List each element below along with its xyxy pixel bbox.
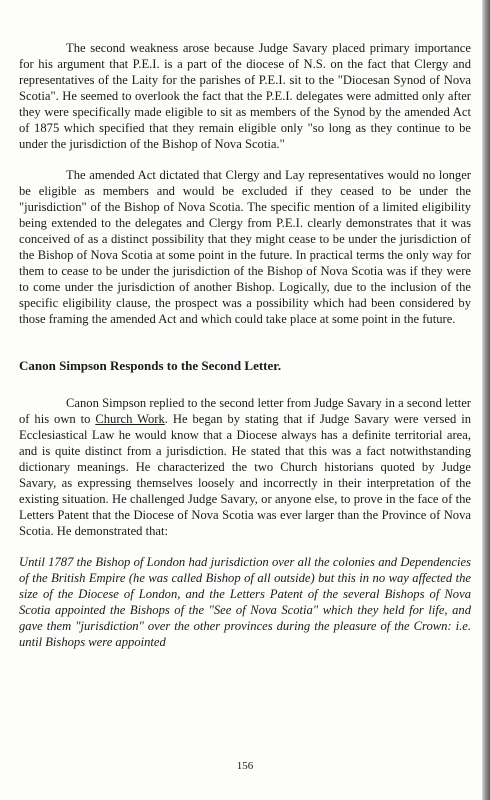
page-number: 156 xyxy=(236,760,254,772)
paragraph-amended-act: The amended Act dictated that Clergy and Lay representatives would no longer be eligible as members and would be excluded if they ceased to be under the "jurisdiction" of the Bishop of Nova Scotia. The specific mention of a limited eligibility being extended to the delegates and Clergy from P.E.I. clearly demonstrates that it was conceived of as a distinct possibility that they might cease to be under the jurisdiction of the Bishop of Nova Scotia at some point in the future. In practical terms the only way for them to cease to be under the jurisdiction of the Bishop of Nova Scotia was if they were to come under the jurisdiction of another Bishop. Logically, due to the inclusion of the specific eligibility clause, the prospect was a possibility which had been considered by those framing the amended Act and which could take place at some point in the future. xyxy=(19,168,471,326)
paragraph-second-weakness: The second weakness arose because Judge Savary placed primary importance for his argument that P.E.I. is a part of the diocese of N.S. on the fact that Clergy and representatives of the Laity for the parishes of P.E.I. sit to the "Diocesan Synod of Nova Scotia". He seemed to overlook the fact that the P.E.I. delegates were admitted only after they were specifically made eligible to sit as members of the Synod by the amended Act of 1875 which specified that they remain eligible only "so long as they continue to be under the jurisdiction of the Bishop of Nova Scotia." xyxy=(19,41,471,151)
section-heading: Canon Simpson Responds to the Second Letter. xyxy=(19,358,282,373)
page-edge-shadow xyxy=(482,0,490,800)
block-quote: Until 1787 the Bishop of London had jurisdiction over all the colonies and Dependencies of the British Empire (he was called Bishop of all outside) but this in no way affected the size of the Diocese of London, and the Letters Patent of the several Bishops of Nova Scotia appointed the Bishops of the "See of Nova Scotia" which they held for life, and gave them "jurisdiction" over the other provinces during the pleasure of the Crown: i.e. until Bishops were appointed xyxy=(19,555,471,649)
paragraph-text-end: . He began by stating that if Judge Savary were versed in Ecclesiastical Law he would know that a Diocese always has a definite territorial area, and is quite distinct from a jurisdiction. He stated that this was a fact notwithstanding dictionary meanings. He characterized the two Church historians quoted by Judge Savary, as expressing themselves loosely and incorrectly in their interpretation of the existing situation. He challenged Judge Savary, or anyone else, to prove in the face of the Letters Patent that the Diocese of Nova Scotia was ever larger than the Province of Nova Scotia. He demonstrated that: xyxy=(19,412,471,538)
paragraph-text-start: Canon Simpson replied to the second letter from Judge Savary in a second letter of his own to xyxy=(19,396,471,426)
page-content xyxy=(19,40,471,650)
church-work-title: Church Work xyxy=(95,412,165,426)
paragraph-canon-simpson-reply xyxy=(19,395,471,539)
